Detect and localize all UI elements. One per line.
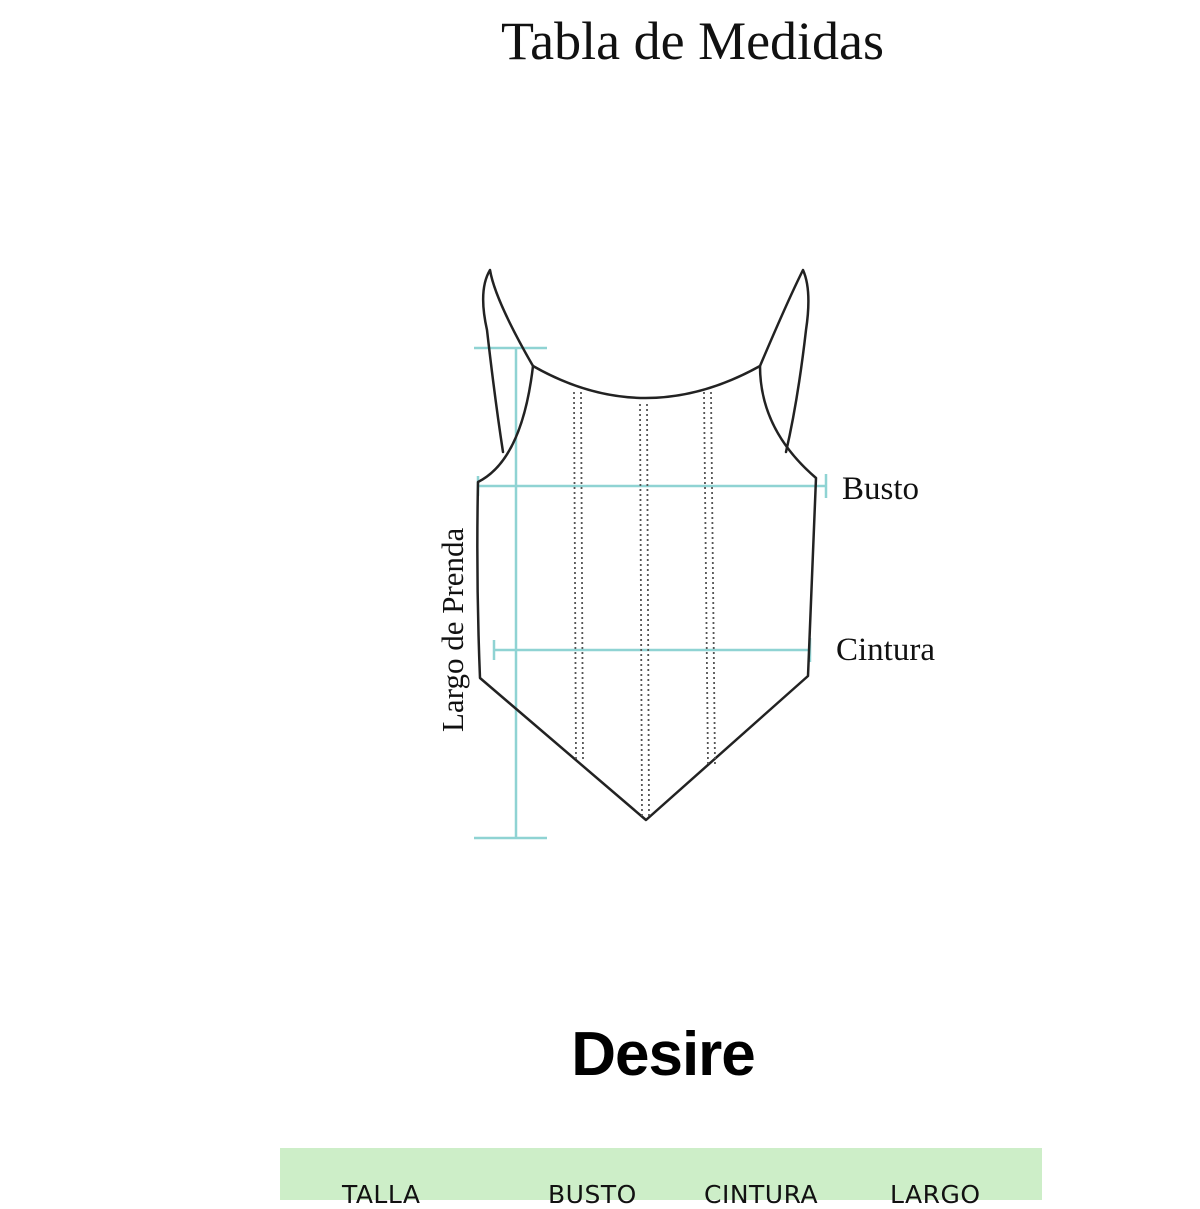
brand-logo: Desire	[571, 1020, 755, 1089]
header-busto: BUSTO	[548, 1180, 637, 1209]
seam-left-a	[574, 392, 576, 762]
seam-right-a	[704, 392, 708, 766]
header-talla: TALLA	[342, 1180, 421, 1209]
page-title: Tabla de Medidas	[500, 11, 885, 71]
length-label: Largo de Prenda	[435, 527, 470, 732]
seam-center-a	[640, 404, 642, 816]
seam-center-b	[647, 404, 649, 816]
garment-seams	[574, 392, 715, 816]
bust-label: Busto	[842, 471, 920, 507]
header-cintura: CINTURA	[704, 1180, 819, 1209]
garment-outline	[477, 270, 816, 820]
seam-right-b	[711, 392, 715, 766]
header-largo: LARGO	[890, 1180, 981, 1209]
seam-left-b	[581, 392, 583, 762]
left-strap	[483, 270, 533, 452]
waist-label: Cintura	[836, 632, 935, 668]
right-strap	[760, 270, 808, 452]
size-table-header	[280, 1148, 1042, 1209]
